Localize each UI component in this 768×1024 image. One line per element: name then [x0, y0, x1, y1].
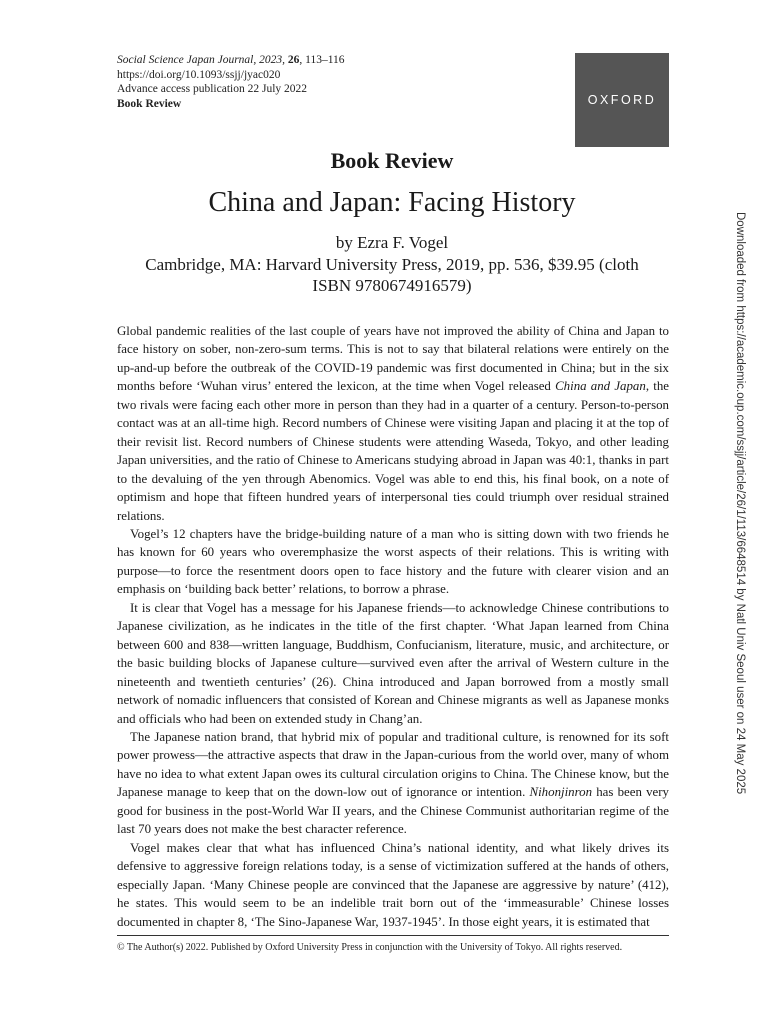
- download-watermark-container: [728, 212, 752, 812]
- paragraph: Vogel’s 12 chapters have the bridge-building nature of a man who is sitting down with two friends he has known for 60 years who overemphasize the worst aspects of their relations. This is writing with purpose—to force the resentment doors open to face history and the future with clearer vision and an emphasis on ‘building back better’ relations, to borrow a phrase.: [117, 526, 669, 597]
- italic-term: Nihonjinron: [529, 785, 593, 800]
- section-label: Book Review: [117, 97, 182, 110]
- oxford-logo: OXFORD: [575, 53, 669, 147]
- paragraph: The Japanese nation brand, that hybrid mix of popular and traditional culture, is renowned for its soft power prowess—the attractive aspects that draw in the Japan-curious from the world over, many of whom have no idea to what extent Japan owes its cultural circulation origins to China. The Chinese know, but the Japanese manage to keep that on the down-low out of ignorance or intention. Nihonjinron has been very good for business in the post-World War II years, and the Chinese Communist authoritarian regime of the last 70 years does not make the best character reference.: [117, 729, 669, 837]
- article-body: [117, 322, 669, 931]
- citation-line: [117, 53, 345, 68]
- section-heading: Book Review: [330, 148, 454, 173]
- publication-line: Cambridge, MA: Harvard University Press, 2019, pp. 536, $39.95 (cloth: [145, 255, 639, 274]
- journal-pages: , 113–116: [299, 54, 345, 66]
- paragraph: It is clear that Vogel has a message for his Japanese friends—to acknowledge Chinese contributions to Japanese civilization, as he indicates in the title of the first chapter. ‘What Japan learned from China between 600 and 838—written language, Buddhism, Confucianism, literature, music, and architecture, or the basic building blocks of Japanese culture—survived even after the arrival of Western culture in the nineteenth and twentieth centuries’ (26). China introduced and Japan borrowed from a mostly small network of nomadic influencers that consisted of Korean and Chinese migrants as well as Japanese monks and officials who had been on extended study in Chang’an.: [117, 600, 669, 726]
- publication-details: [100, 254, 684, 296]
- journal-volume: 26: [287, 54, 300, 66]
- download-watermark: Downloaded from https://academic.oup.com/ssjj/article/26/1/113/6648514 by Natl Univ Seoul user on 24 May 2025: [734, 212, 746, 795]
- advance-access-date: Advance access publication 22 July 2022: [117, 83, 308, 95]
- copyright-footer: © The Author(s) 2022. Published by Oxford University Press in conjunction with the University of Tokyo. All rights reserved.: [117, 942, 623, 953]
- book-title: China and Japan: Facing History: [208, 187, 576, 218]
- footer-divider: [117, 935, 669, 936]
- paragraph: Vogel makes clear that what has influenced China’s national identity, and what likely drives its defensive to aggressive foreign relations today, is a sense of victimization suffered at the hands of others, especially Japan. ‘Many Chinese people are convinced that the Japanese are aggressive by nature’ (412), he states. This would seem to be an indelible trait born out of the ‘immeasurable’ Chinese losses documented in chapter 8, ‘The Sino-Japanese War, 1937-1945’. In those eight years, it is estimated that: [117, 840, 669, 929]
- journal-name: Social Science Japan Journal: [117, 54, 254, 66]
- publication-line: ISBN 9780674916579): [312, 276, 472, 295]
- citation-block: [117, 53, 345, 111]
- doi-link[interactable]: https://doi.org/10.1093/ssjj/jyac020: [117, 68, 281, 81]
- italic-title: China and Japan: [555, 379, 646, 394]
- book-author: by Ezra F. Vogel: [335, 233, 449, 252]
- journal-year: , 2023,: [253, 54, 288, 66]
- paragraph: Global pandemic realities of the last couple of years have not improved the ability of China and Japan to face history on sober, non-zero-sum terms. This is not to say that bilateral relations were entirely on the up-and-up before the outbreak of the COVID-19 pandemic was first documented in China; but in the six months before ‘Wuhan virus’ entered the lexicon, at the time when Vogel released China and Japan, the two rivals were facing each other more in person than they had in a quarter of a century. Person-to-person contact was at an all-time high. Record numbers of Chinese were visiting Japan and placing it at the top of their revisit list. Record numbers of Chinese students were attending Waseda, Tokyo, and other leading Japan universities, and the ratio of Chinese to Americans studying abroad in Japan was 40:1, thanks in part to the devaluing of the yen through Abenomics. Vogel was able to end this, his final book, on a note of optimism and hope that fifteen hundred years of interpersonal ties could triumph over residual strained relations.: [117, 324, 669, 523]
